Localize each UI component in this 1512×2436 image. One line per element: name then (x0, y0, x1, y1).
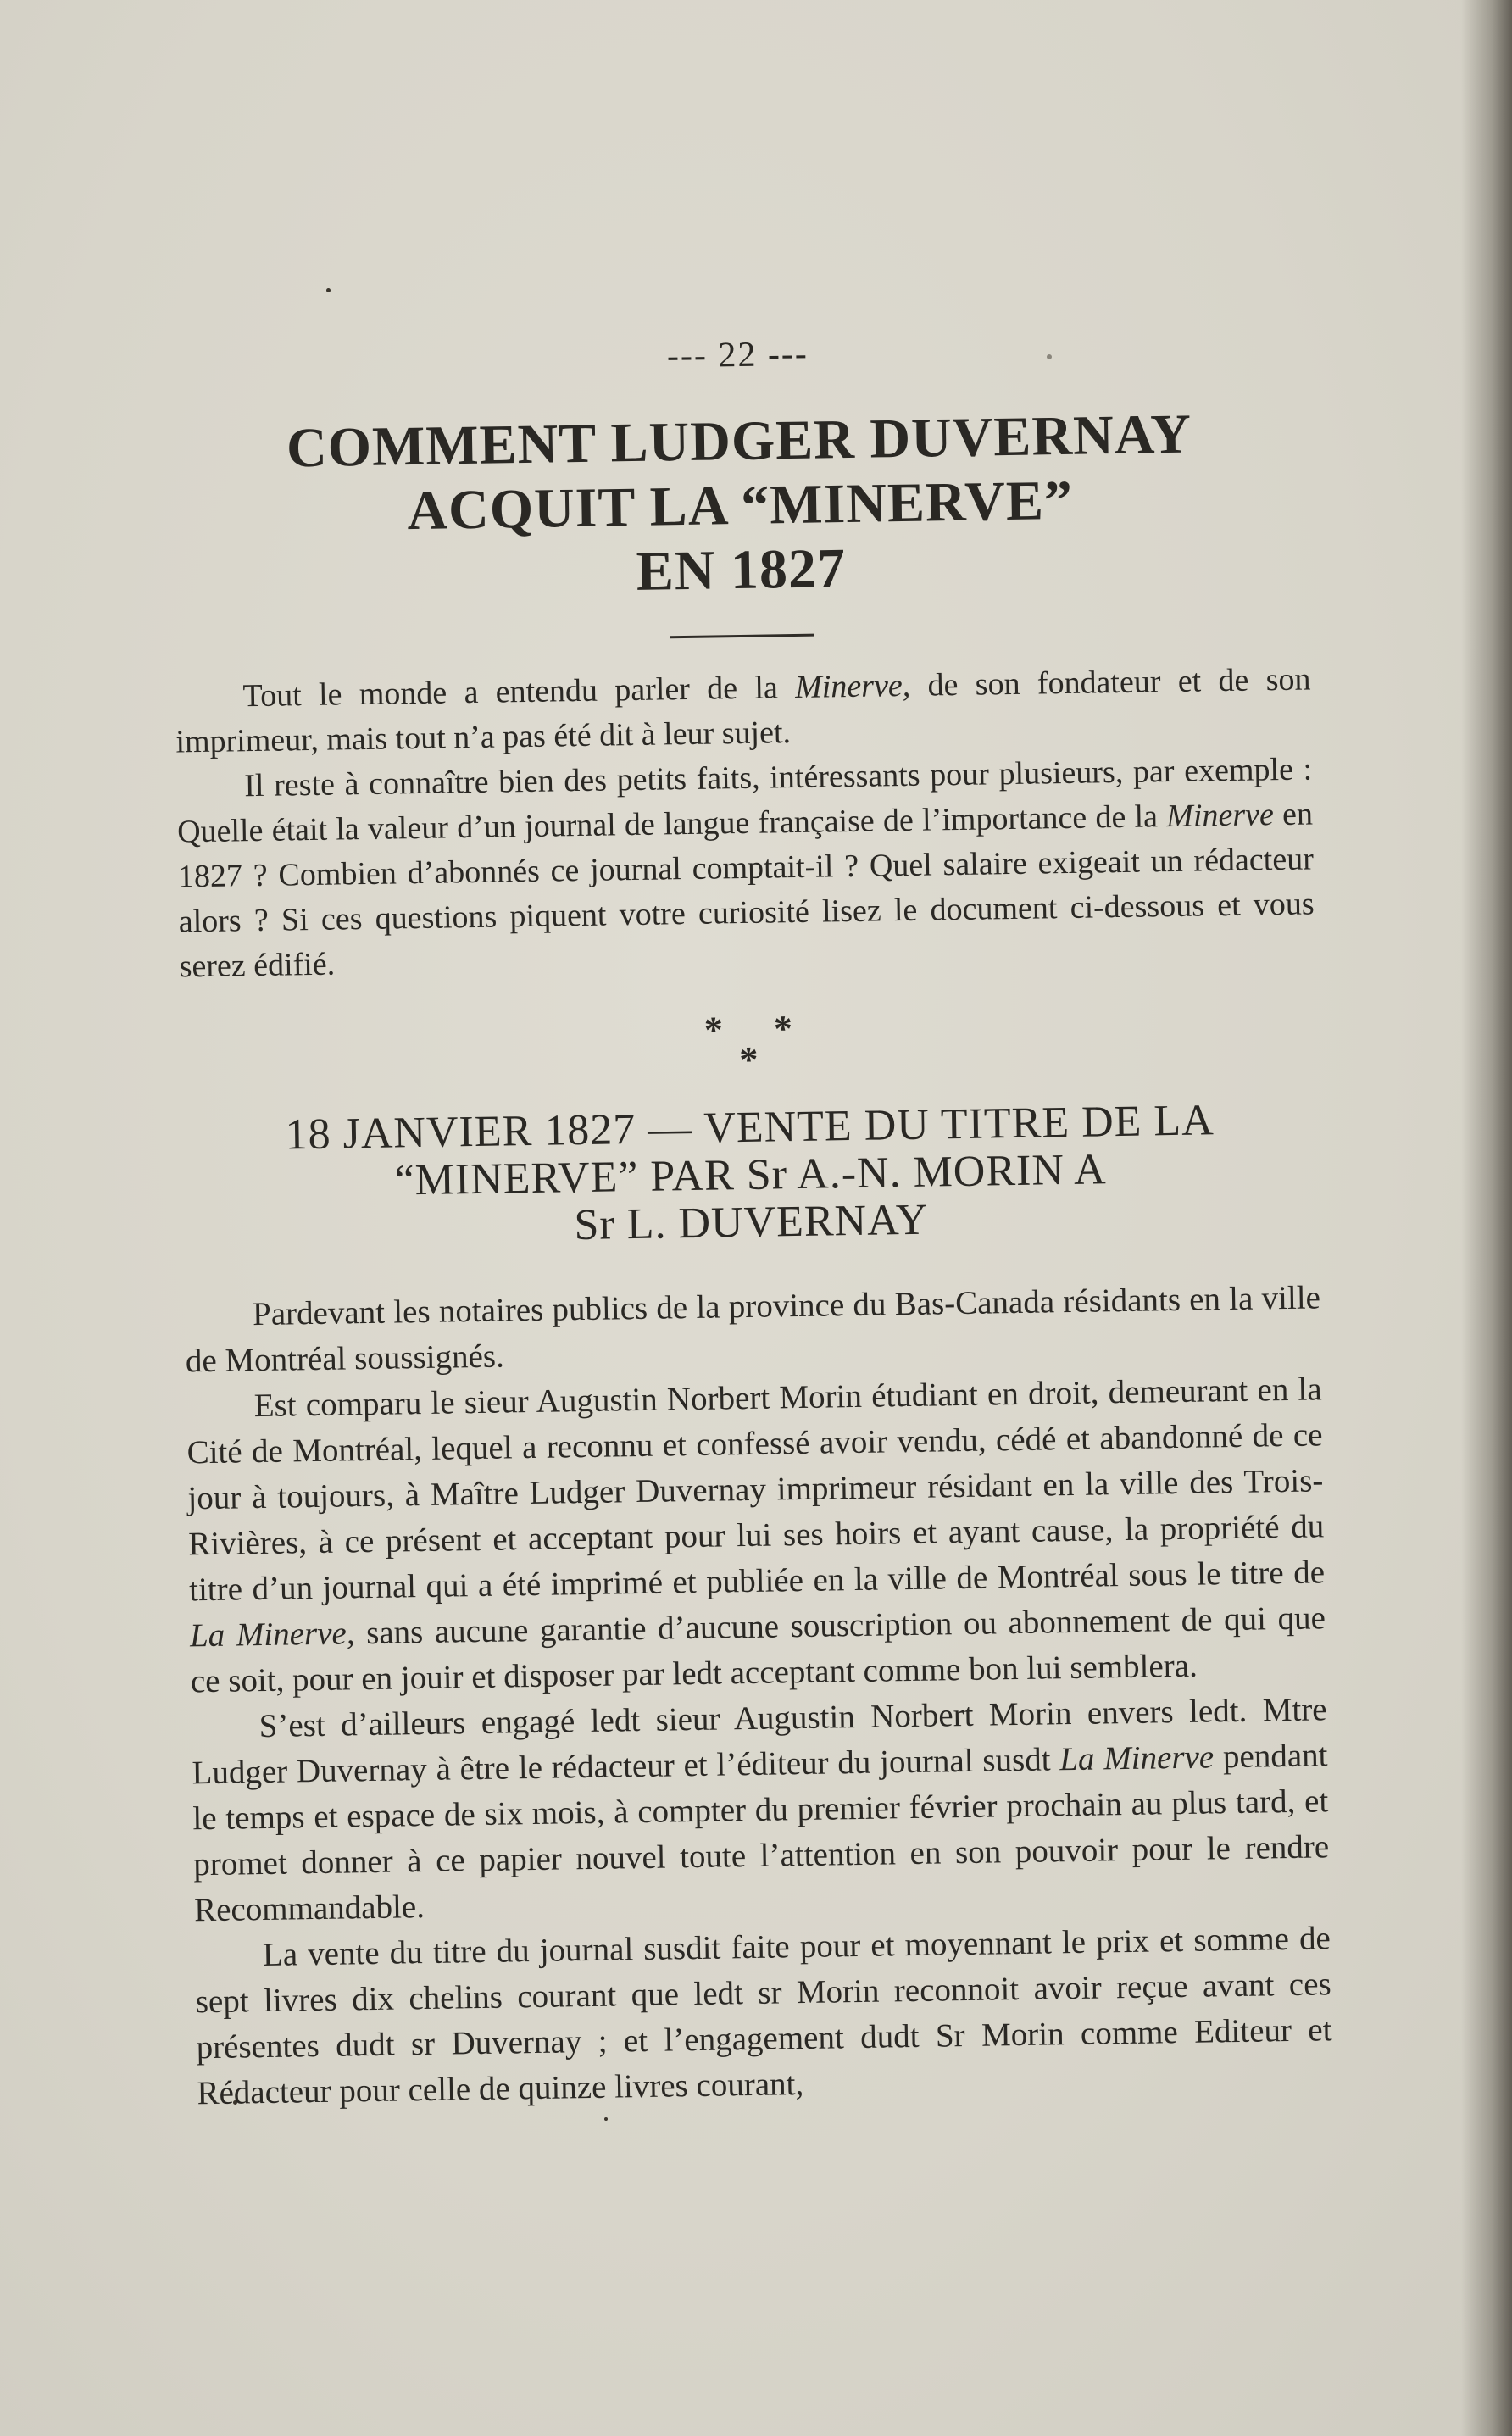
paper-speck (326, 288, 331, 292)
text-span: pendant le temps et espace de six mois, à compter du premier février prochain au plus tard, et promet donner à ce papier nouvel toute l’attention en son pouvoir pour le rendre Recommandable. (192, 1737, 1330, 1929)
italic-title: Minerve, (794, 667, 911, 705)
body-paragraph (191, 1687, 1330, 1933)
asterism-separator (181, 1005, 1317, 1084)
text-span: sans aucune garantie d’aucune souscription ou abonnement de qui que ce soit, pour en jouir et disposer par ledt acceptant comme bon lui semblera. (190, 1599, 1326, 1700)
page-edge-shadow (1461, 0, 1512, 2436)
title-rule (670, 634, 814, 639)
intro-paragraph (176, 747, 1315, 989)
text-span: S’est d’ailleurs engagé ledt sieur Augustin Norbert Morin envers ledt. Mtre Ludger Duvernay à être le rédacteur et l’éditeur du journal susdt (192, 1691, 1327, 1792)
title-line: ACQUIT LA “MINERVE” (406, 469, 1074, 542)
article-title (170, 400, 1309, 611)
heading-line: Sr L. DUVERNAY (574, 1195, 929, 1250)
page-number: --- 22 --- (666, 334, 809, 376)
intro-paragraph (175, 657, 1311, 765)
italic-title: Minerve (1165, 797, 1275, 835)
title-line: EN 1827 (636, 537, 847, 603)
body-paragraph: Pardevant les notaires publics de la province du Bas-Canada résidants en la ville de Montréal soussignés. (185, 1279, 1321, 1380)
heading-line: 18 JANVIER 1827 — VENTE DU TITRE DE LA (285, 1096, 1215, 1160)
asterisk-row: ** (703, 1007, 844, 1051)
text-span: Tout le monde a entendu parler de la (242, 669, 796, 715)
italic-title: La Minerve (1059, 1738, 1215, 1778)
page-content (170, 325, 1333, 2116)
document-heading (181, 1095, 1319, 1255)
asterisk-row: * (739, 1038, 759, 1082)
text-span: Est comparu le sieur Augustin Norbert Morin étudiant en droit, demeurant en la Cité de Montréal, lequel a reconnu et confessé avoir vendu, cédé et abandonné de ce jour à toujours, à Maître Ludger Duvernay imprimeur résidant en la ville des Trois-Rivières, à ce présent et acceptant pour lui ses hoirs et ayant cause, la propriété du titre d’un journal qui a été imprimé et publiée en la ville de Montréal sous le titre de (186, 1371, 1326, 1609)
body-paragraph: La vente du titre du journal susdit faite pour et moyennant le prix et somme de sept livres dix chelins courant que ledt sr Morin reconnoit avoir reçue avant ces présentes dudt sr Duvernay ; et l’engagement dudt Sr Morin comme Editeur et Rédacteur pour celle de quinze livres courant, (195, 1920, 1332, 2112)
title-line: COMMENT LUDGER DUVERNAY (286, 403, 1192, 480)
body-paragraph (186, 1366, 1326, 1705)
text-span: Il reste à connaître bien des petits faits, intéressants pour plusieurs, par exemple : Quelle était la valeur d’un journal de langue française de l’importance de la (176, 751, 1313, 850)
paper-speck (604, 2117, 608, 2121)
heading-line: “MINERVE” PAR Sr A.-N. MORIN A (394, 1145, 1108, 1205)
text-span: de son fondateur et de son imprimeur, mais tout n’a pas été dit à leur sujet. (175, 661, 1311, 760)
italic-title: La Minerve, (189, 1615, 355, 1655)
text-span: en 1827 ? Combien d’abonnés ce journal comptait-il ? Quel salaire exigeait un rédacteur alors ? Si ces questions piquent votre curiosité lisez le document ci-dessous et vous serez édifié. (177, 796, 1315, 985)
